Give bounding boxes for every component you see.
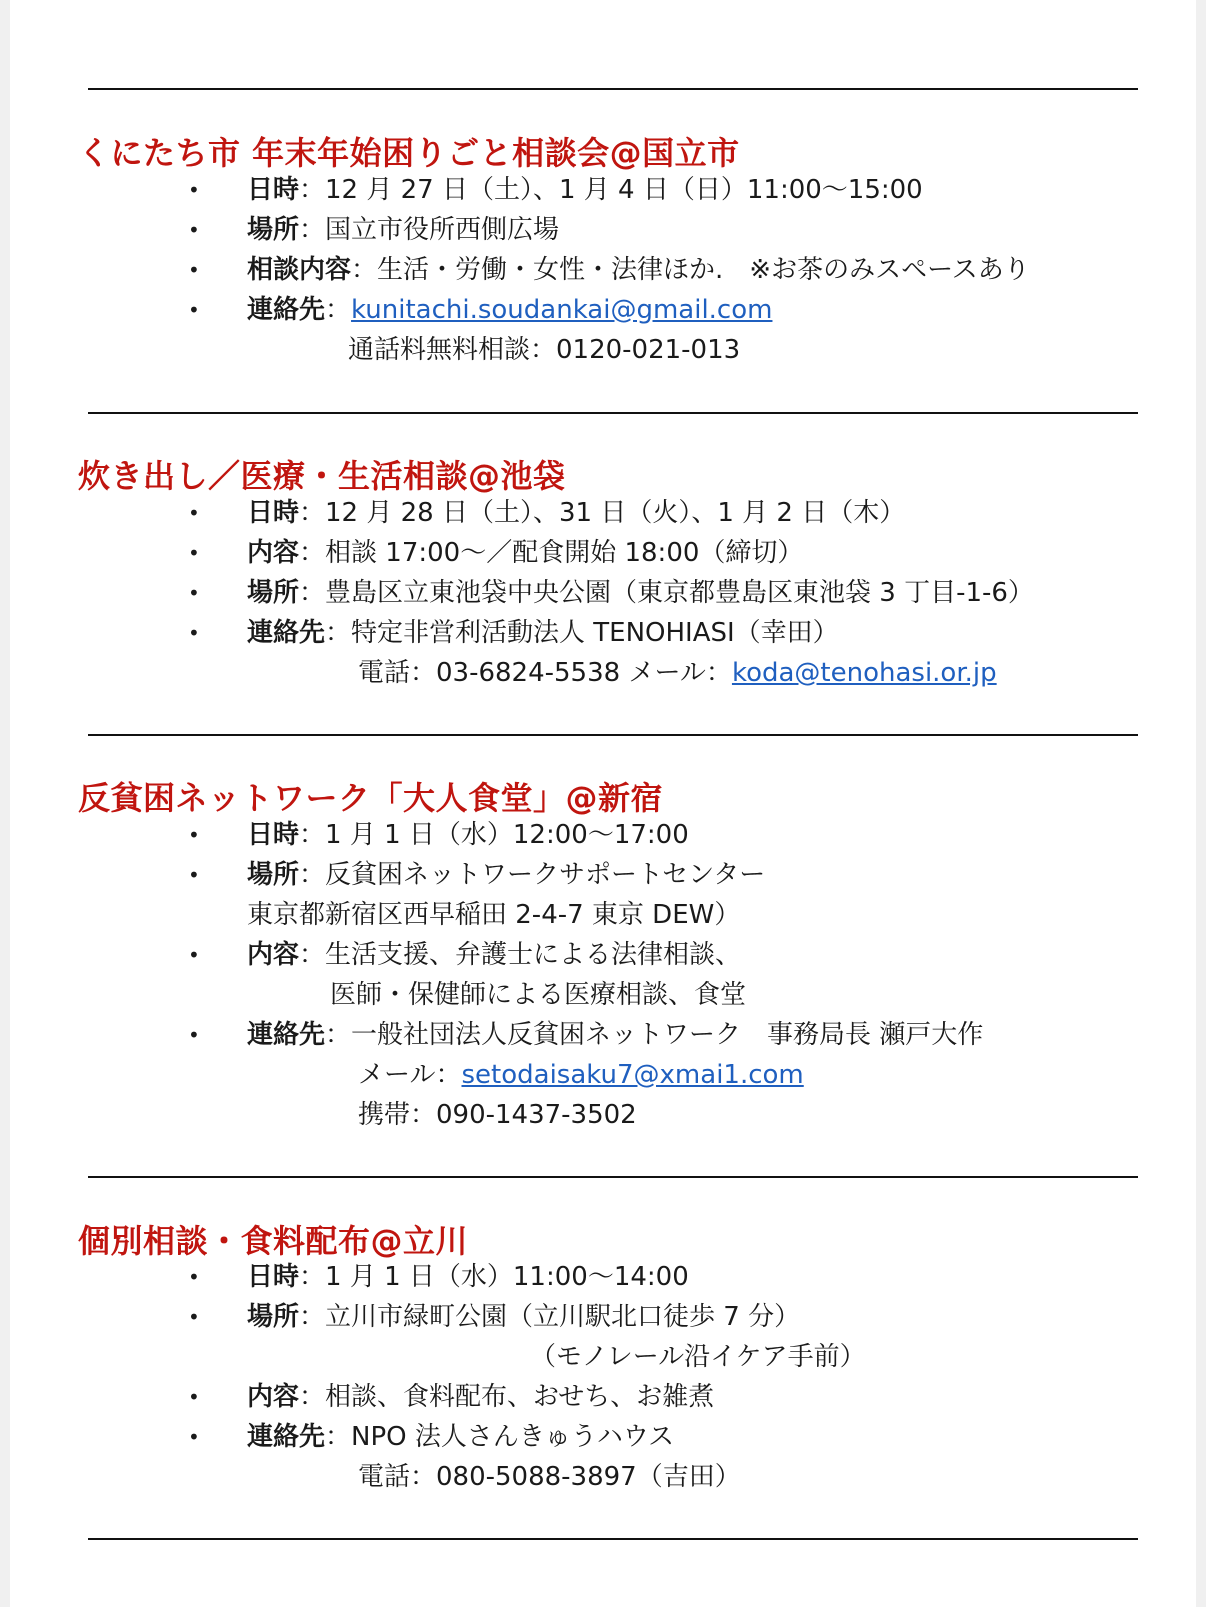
item-value: ：豊島区立東池袋中央公園（東京都豊島区東池袋 3 丁目-1-6） — [299, 578, 1034, 608]
divider — [88, 1176, 1138, 1178]
bullet: • — [188, 1265, 200, 1289]
event-title: 炊き出し／医療・生活相談@池袋 — [78, 457, 566, 495]
item-label: 日時 — [247, 820, 300, 850]
divider — [88, 88, 1138, 90]
bullet: • — [188, 178, 200, 202]
item-label: 相談内容 — [247, 255, 352, 285]
contact-detail: 電話：080-5088-3897（吉田） — [358, 1462, 741, 1492]
contact-text: メール： — [358, 1060, 462, 1090]
item-value: ：NPO 法人さんきゅうハウス — [325, 1422, 675, 1452]
item-label: 日時 — [247, 175, 300, 205]
email-link[interactable]: setodaisaku7@xmai1.com — [461, 1060, 804, 1090]
item-label: 場所 — [247, 860, 300, 890]
contact-detail — [358, 653, 997, 693]
item-value: ：立川市緑町公園（立川駅北口徒歩 7 分） — [299, 1302, 801, 1332]
bullet: • — [188, 823, 200, 847]
item-value: ：1 月 1 日（水）12:00～17:00 — [299, 820, 689, 850]
item-label: 内容 — [247, 1382, 300, 1412]
divider — [88, 734, 1138, 736]
item-value: ：特定非営利活動法人 TENOHIASI（幸田） — [325, 618, 839, 648]
item-label: 日時 — [247, 498, 300, 528]
item-label: 場所 — [247, 215, 300, 245]
bullet: • — [188, 1023, 200, 1047]
item-label: 場所 — [247, 1302, 300, 1332]
bullet: • — [188, 621, 200, 645]
event-title: 反貧困ネットワーク「大人食堂」@新宿 — [78, 779, 664, 817]
contact-detail: 通話料無料相談：0120-021-013 — [348, 335, 741, 365]
item-value: ：国立市役所西側広場 — [299, 215, 560, 245]
item-label: 連絡先 — [247, 1422, 326, 1452]
item-value: ：12 月 27 日（土）、1 月 4 日（日）11:00～15:00 — [299, 175, 923, 205]
email-link[interactable]: koda@tenohasi.or.jp — [731, 658, 997, 688]
location-note: （モノレール沿イケア手前） — [530, 1342, 866, 1372]
item-label: 内容 — [247, 538, 300, 568]
item-label: 場所 — [247, 578, 300, 608]
item-value: ：12 月 28 日（土）、31 日（火）、1 月 2 日（木） — [299, 498, 906, 528]
item-value: ：生活支援、弁護士による法律相談、 — [299, 940, 742, 970]
email-link[interactable]: kunitachi.soudankai@gmail.com — [351, 295, 773, 325]
bullet: • — [188, 258, 200, 282]
contact-detail: 携帯：090-1437-3502 — [358, 1100, 637, 1130]
item-value: ：一般社団法人反貧困ネットワーク 事務局長 瀬戸大作 — [325, 1020, 984, 1050]
item-value: ：1 月 1 日（水）11:00～14:00 — [299, 1262, 689, 1292]
item-label: 連絡先 — [247, 1020, 326, 1050]
bullet: • — [188, 943, 200, 967]
divider — [88, 1538, 1138, 1540]
bullet: • — [188, 1305, 200, 1329]
bullet: • — [188, 863, 200, 887]
event-title: 個別相談・食料配布@立川 — [78, 1222, 469, 1260]
bullet: • — [188, 541, 200, 565]
item-value: ：相談、食料配布、おせち、お雑煮 — [299, 1382, 715, 1412]
item-value: ： — [325, 295, 352, 325]
bullet: • — [188, 298, 200, 322]
bullet: • — [188, 1385, 200, 1409]
contact-detail — [358, 1055, 804, 1095]
document-page — [10, 0, 1196, 1607]
item-label: 内容 — [247, 940, 300, 970]
event-title: くにたち市 年末年始困りごと相談会@国立市 — [78, 134, 740, 172]
item-value: ：反貧困ネットワークサポートセンター — [299, 860, 766, 890]
address-line: 東京都新宿区西早稲田 2-4-7 東京 DEW） — [247, 900, 741, 930]
item-value: ：生活・労働・女性・法律ほか. ※お茶のみスペースあり — [351, 255, 1030, 285]
bullet: • — [188, 501, 200, 525]
bullet: • — [188, 1425, 200, 1449]
item-label: 連絡先 — [247, 618, 326, 648]
bullet: • — [188, 581, 200, 605]
item-label: 連絡先 — [247, 295, 326, 325]
content-line: 医師・保健師による医療相談、食堂 — [330, 980, 747, 1010]
item-value: ：相談 17:00～／配食開始 18:00（締切） — [299, 538, 804, 568]
contact-text: 電話：03-6824-5538 メール： — [358, 658, 732, 688]
divider — [88, 412, 1138, 414]
bullet: • — [188, 218, 200, 242]
item-label: 日時 — [247, 1262, 300, 1292]
